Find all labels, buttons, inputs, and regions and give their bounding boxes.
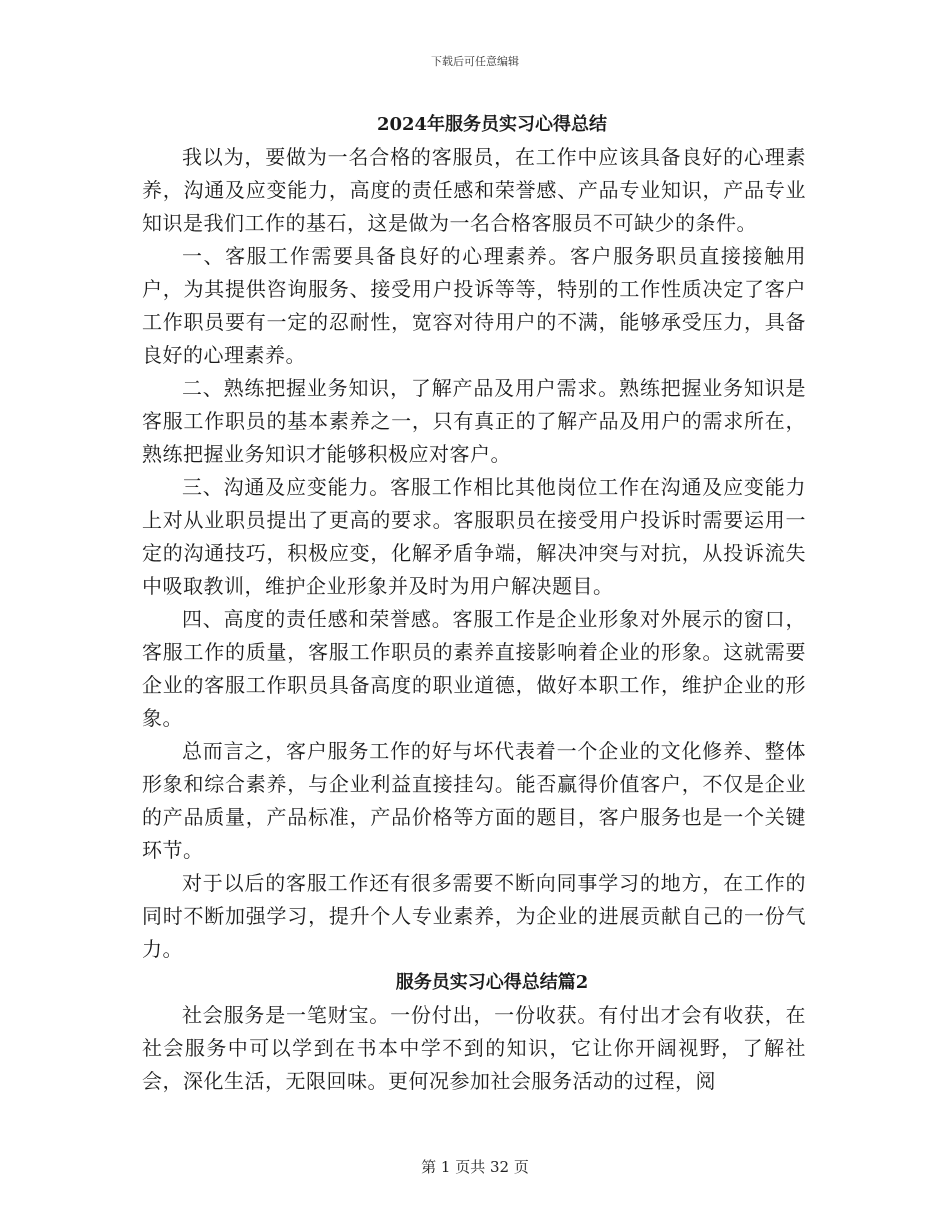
- paragraph: 二、熟练把握业务知识，了解产品及用户需求。熟练把握业务知识是客服工作职员的基本素养之一，只有真正的了解产品及用户的需求所在，熟练把握业务知识才能够积极应对客户。: [142, 376, 806, 466]
- paragraph: 三、沟通及应变能力。客服工作相比其他岗位工作在沟通及应变能力上对从业职员提出了更高的要求。客服职员在接受用户投诉时需要运用一定的沟通技巧，积极应变，化解矛盾争端，解决冲突与对抗，从投诉流失中吸取教训，维护企业形象并及时为用户解决题目。: [142, 475, 806, 598]
- header-note: 下载后可任意编辑: [431, 55, 519, 68]
- page-footer: 第 1 页共 32 页: [421, 1158, 529, 1176]
- document-title: 2024年服务员实习心得总结: [376, 114, 608, 135]
- paragraph: 四、高度的责任感和荣誉感。客服工作是企业形象对外展示的窗口，客服工作的质量，客服工作职员的素养直接影响着企业的形象。这就需要企业的客服工作职员具备高度的职业道德，做好本职工作，维护企业的形象。: [142, 607, 806, 730]
- paragraph: 总而言之，客户服务工作的好与坏代表着一个企业的文化修养、整体形象和综合素养，与企业利益直接挂勾。能否赢得价值客户，不仅是企业的产品质量，产品标准，产品价格等方面的题目，客户服务也是一个关键环节。: [142, 739, 806, 862]
- paragraph: 对于以后的客服工作还有很多需要不断向同事学习的地方，在工作的同时不断加强学习，提升个人专业素养，为企业的进展贡献自己的一份气力。: [142, 871, 806, 961]
- document-body: [142, 108, 806, 1098]
- paragraph: 社会服务是一笔财宝。一份付出，一份收获。有付出才会有收获，在社会服务中可以学到在书本中学不到的知识，它让你开阔视野，了解社会，深化生活，无限回味。更何况参加社会服务活动的过程，阅: [142, 1003, 806, 1093]
- paragraph: 一、客服工作需要具备良好的心理素养。客户服务职员直接接触用户，为其提供咨询服务、接受用户投诉等等，特别的工作性质决定了客户工作职员要有一定的忍耐性，宽容对待用户的不满，能够承受压力，具备良好的心理素养。: [142, 244, 806, 367]
- section-title: 服务员实习心得总结篇2: [395, 972, 589, 993]
- paragraph: 我以为，要做为一名合格的客服员，在工作中应该具备良好的心理素养，沟通及应变能力，高度的责任感和荣誉感、产品专业知识，产品专业知识是我们工作的基石，这是做为一名合格客服员不可缺少的条件。: [142, 145, 806, 235]
